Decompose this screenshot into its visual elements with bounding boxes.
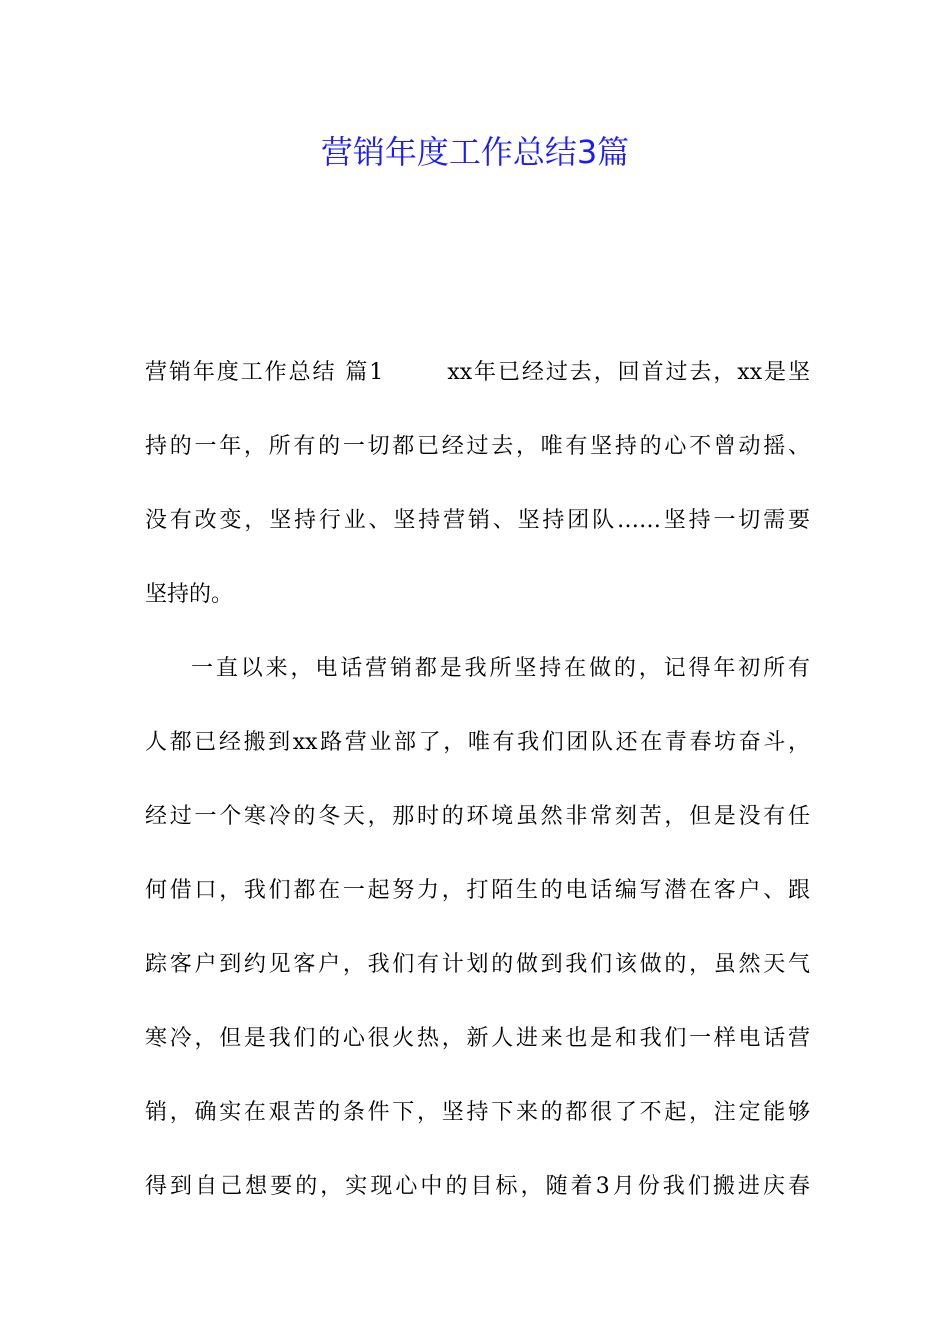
- paragraph-line: 踪客户到约见客户，我们有计划的做到我们该做的，虽然天气: [145, 952, 810, 977]
- document-title: 营销年度工作总结3篇: [320, 133, 630, 171]
- paragraph-line: 何借口，我们都在一起努力，打陌生的电话编写潜在客户、跟: [145, 878, 810, 903]
- paragraph-line: 经过一个寒冷的冬天，那时的环境虽然非常刻苦，但是没有任: [145, 804, 810, 829]
- paragraph-line: 人都已经搬到xx路营业部了，唯有我们团队还在青春坊奋斗，: [145, 730, 810, 755]
- paragraph-line: 坚持的。: [145, 582, 234, 607]
- paragraph-line: [145, 336, 810, 410]
- section-heading: 营销年度工作总结 篇1: [145, 360, 384, 385]
- paragraph-line: 销，确实在艰苦的条件下，坚持下来的都很了不起，注定能够: [145, 1100, 810, 1125]
- document-body: [145, 336, 810, 1224]
- paragraph-line: 得到自己想要的，实现心中的目标，随着3月份我们搬进庆春: [145, 1174, 810, 1199]
- line-text: xx年已经过去，回首过去，xx是坚: [447, 360, 810, 385]
- paragraph-line: 持的一年，所有的一切都已经过去，唯有坚持的心不曾动摇、: [145, 434, 810, 459]
- paragraph-line: 寒冷，但是我们的心很火热，新人进来也是和我们一样电话营: [145, 1026, 810, 1051]
- paragraph-line: 一直以来，电话营销都是我所坚持在做的，记得年初所有: [191, 656, 810, 681]
- paragraph-line: 没有改变，坚持行业、坚持营销、坚持团队……坚持一切需要: [145, 508, 810, 533]
